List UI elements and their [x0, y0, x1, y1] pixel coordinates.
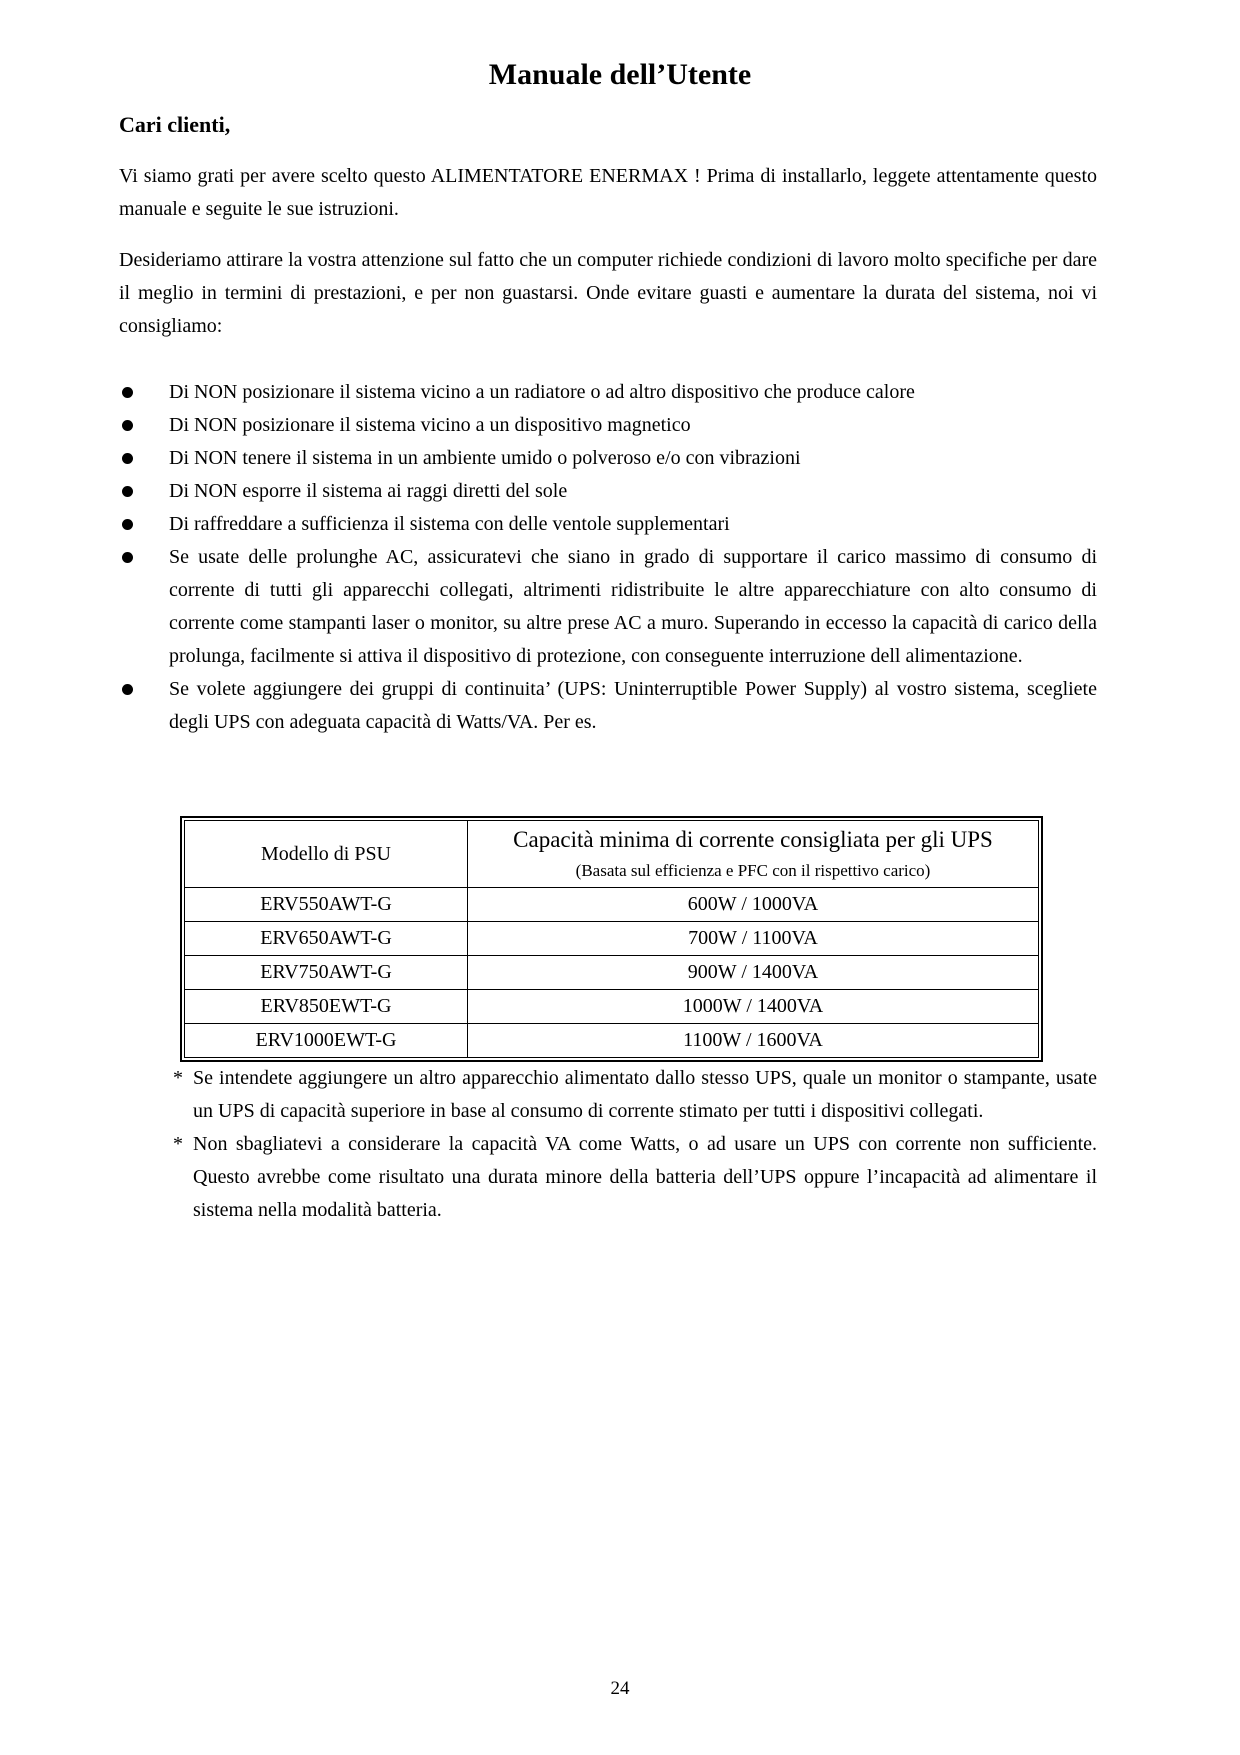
footnotes — [173, 1062, 1097, 1227]
table-row — [185, 888, 1039, 922]
list-item: Se usate delle prolunghe AC, assicuratevi che siano in grado di supportare il carico massimo di consumo di corrente di tutti gli apparecchi collegati, altrimenti ridistribuite le altre apparecchiature con alto consumo di corrente come stampanti laser o monitor, su altre prese AC a muro. Superando in eccesso la capacità di carico della prolunga, facilmente si attiva il dispositivo di protezione, con conseguente interruzione dell alimentazione. — [119, 541, 1097, 673]
ups-table-frame — [180, 816, 1043, 1062]
list-item: Di raffreddare a sufficienza il sistema con delle ventole supplementari — [119, 508, 1097, 541]
bullet-icon — [122, 519, 133, 530]
bullet-icon — [122, 453, 133, 464]
advice-list — [119, 376, 1097, 739]
asterisk-marker: * — [173, 1133, 183, 1155]
list-item: Di NON esporre il sistema ai raggi diretti del sole — [119, 475, 1097, 508]
greeting: Cari clienti, — [119, 112, 231, 137]
footnote: * Se intendete aggiungere un altro apparecchio alimentato dallo stesso UPS, quale un monitor o stampante, usate un UPS di capacità superiore in base al consumo di corrente stimato per tutti i dispositivi collegati. — [173, 1062, 1097, 1128]
ups-capacity-table — [184, 820, 1039, 1058]
header-capacity-title: Capacità minima di corrente consigliata per gli UPS — [513, 827, 993, 852]
bullet-icon — [122, 552, 133, 563]
advice-paragraph: Desideriamo attirare la vostra attenzione sul fatto che un computer richiede condizioni di lavoro molto specifiche per dare il meglio in termini di prestazioni, e per non guastarsi. Onde evitare guasti e aumentare la durata del sistema, noi vi consigliamo: — [119, 249, 1097, 337]
bullet-icon — [122, 684, 133, 695]
capacity-cell: 900W / 1400VA — [468, 956, 1039, 990]
table-row — [185, 990, 1039, 1024]
header-capacity — [468, 821, 1039, 888]
table-header-row — [185, 821, 1039, 888]
header-model: Modello di PSU — [185, 821, 468, 888]
list-item: Di NON posizionare il sistema vicino a un dispositivo magnetico — [119, 409, 1097, 442]
capacity-cell: 1100W / 1600VA — [468, 1024, 1039, 1058]
list-item: Se volete aggiungere dei gruppi di continuita’ (UPS: Uninterruptible Power Supply) al vostro sistema, scegliete degli UPS con adeguata capacità di Watts/VA. Per es. — [119, 673, 1097, 739]
table-row — [185, 1024, 1039, 1058]
capacity-cell: 700W / 1100VA — [468, 922, 1039, 956]
capacity-cell: 1000W / 1400VA — [468, 990, 1039, 1024]
capacity-cell: 600W / 1000VA — [468, 888, 1039, 922]
table-row — [185, 922, 1039, 956]
table-row — [185, 956, 1039, 990]
header-capacity-note: (Basata sul efficienza e PFC con il rispettivo carico) — [575, 861, 931, 880]
list-item: Di NON tenere il sistema in un ambiente umido o polveroso e/o con vibrazioni — [119, 442, 1097, 475]
footnote: * Non sbagliatevi a considerare la capacità VA come Watts, o ad usare un UPS con corrente non sufficiente. Questo avrebbe come risultato una durata minore della batteria dell’UPS oppure l’incapacità ad alimentare il sistema nella modalità batteria. — [173, 1128, 1097, 1227]
list-item: Di NON posizionare il sistema vicino a un radiatore o ad altro dispositivo che produce calore — [119, 376, 1097, 409]
bullet-icon — [122, 420, 133, 431]
bullet-icon — [122, 486, 133, 497]
model-cell: ERV650AWT-G — [185, 922, 468, 956]
bullet-icon — [122, 387, 133, 398]
model-cell: ERV750AWT-G — [185, 956, 468, 990]
page-number: 24 — [610, 1678, 630, 1699]
model-cell: ERV850EWT-G — [185, 990, 468, 1024]
asterisk-marker: * — [173, 1067, 183, 1089]
intro-paragraph: Vi siamo grati per avere scelto questo ALIMENTATORE ENERMAX ! Prima di installarlo, leggete attentamente questo manuale e seguite le sue istruzioni. — [119, 165, 1097, 220]
model-cell: ERV1000EWT-G — [185, 1024, 468, 1058]
page-title: Manuale dell’Utente — [488, 58, 752, 91]
model-cell: ERV550AWT-G — [185, 888, 468, 922]
